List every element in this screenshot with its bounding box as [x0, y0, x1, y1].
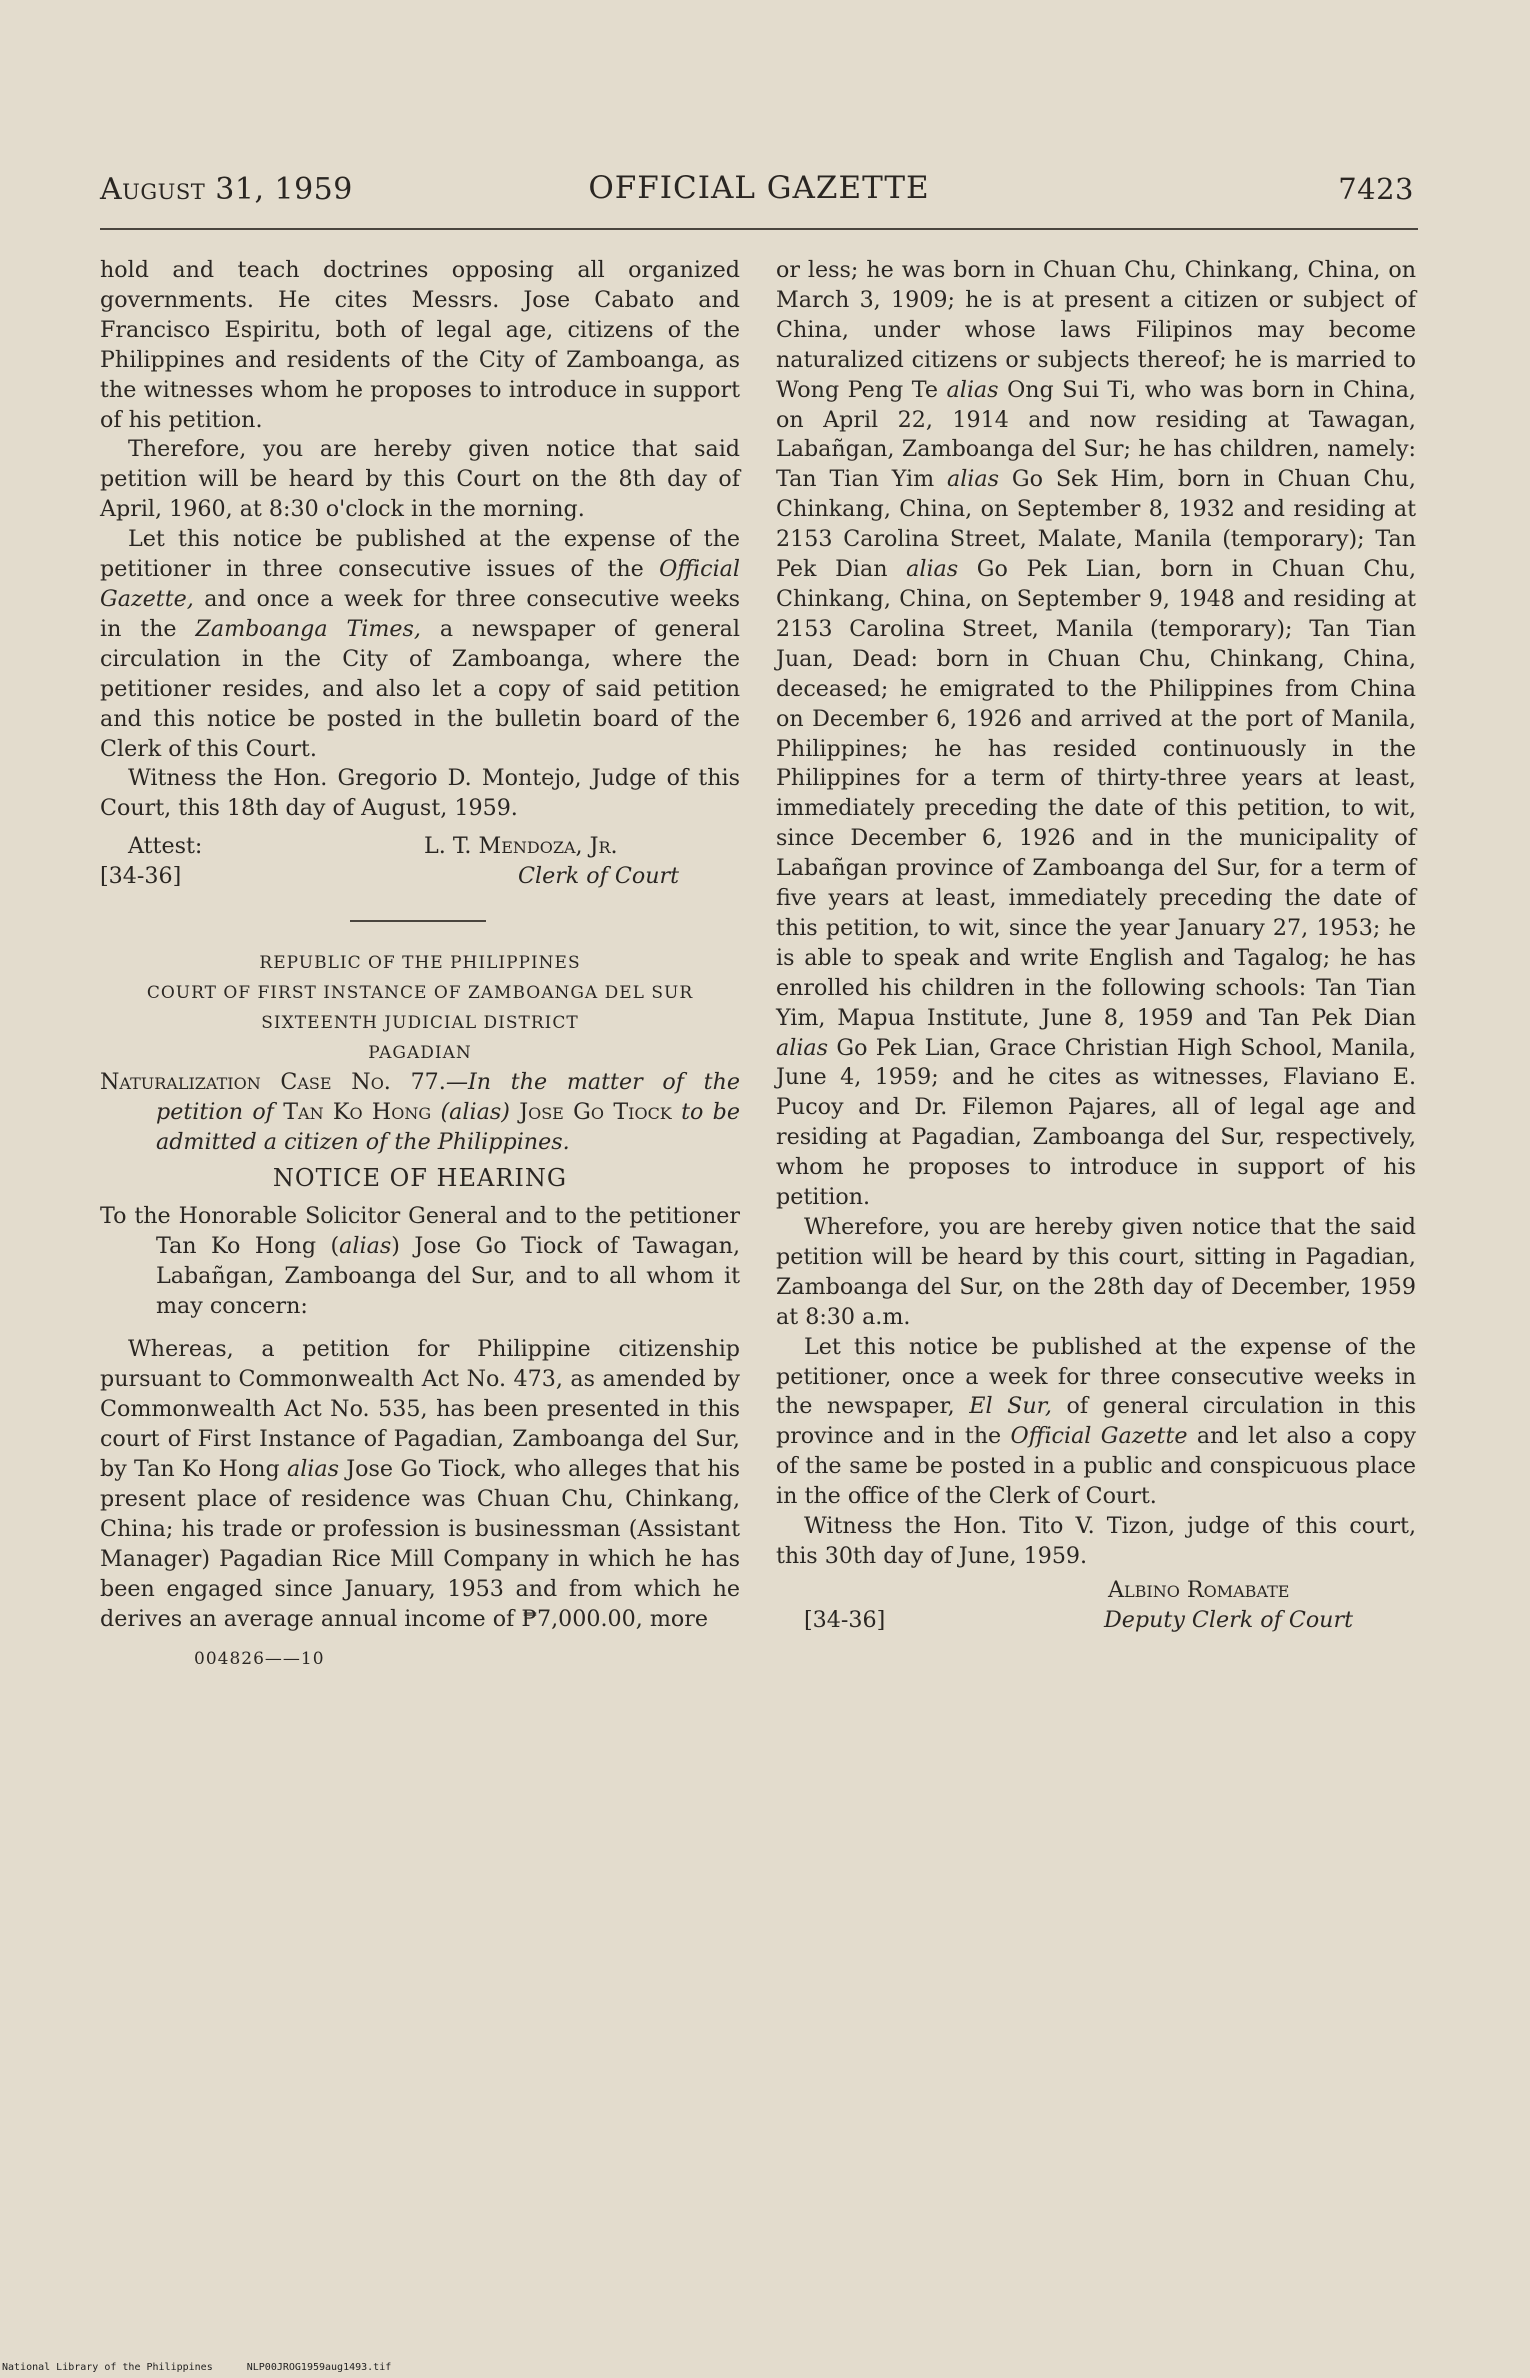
cont-alias-2: alias — [946, 466, 1000, 493]
case-caption — [100, 1068, 740, 1158]
right-column — [776, 256, 1416, 1638]
case-purpose: to be admitted a citizen of the Philippines. — [156, 1099, 741, 1156]
spacer — [100, 1321, 740, 1335]
cont-alias-3: alias — [906, 556, 959, 583]
notice-title: NOTICE OF HEARING — [272, 1163, 568, 1192]
cont-alias-1: alias — [946, 376, 999, 403]
header-rule — [100, 228, 1418, 230]
case-label: Naturalization Case No. 77. — [100, 1069, 446, 1096]
continued-whereas-paragraph — [776, 256, 1416, 1213]
addressee-text-a: To the Honorable Solicitor General and to the petitioner Tan Ko Hong ( — [100, 1202, 740, 1259]
signer-name: L. T. Mendoza, Jr. — [424, 833, 618, 860]
page-header — [100, 168, 1418, 218]
wherefore-paragraph: Wherefore, you are hereby given notice that the said petition will be heard by this court, sitting in Pagadian, Zamboanga del Sur, on the 28th day of December, 1959 at 8:30 a.m. — [776, 1214, 1416, 1330]
issue-reference-2: [34-36] — [804, 1606, 886, 1633]
court-line-district: SIXTEENTH JUDICIAL DISTRICT — [261, 1013, 579, 1034]
scan-stamp — [2, 2362, 419, 2373]
signer-name-2: Albino Romabate — [1108, 1576, 1290, 1603]
cont-text-c: Go Sek Him, born in Chuan Chu, Chinkang, China, on September 8, 1932 and residing at 2153 Carolina Street, Malate, Manila (temporary); Tan Pek Dian — [776, 466, 1416, 583]
cont-alias-4: alias — [776, 1034, 829, 1061]
whereas-alias: alias — [286, 1456, 340, 1483]
court-line-city: PAGADIAN — [368, 1043, 472, 1064]
pub2-text-a: Let this notice be published at the expense of the petitioner, once a week for three consecutive weeks in the newspaper, — [776, 1333, 1416, 1420]
addressee-text-b: ) Jose Go Tiock of Tawagan, Labañgan, Zamboanga del Sur, and to all whom it may concern: — [156, 1232, 741, 1319]
section-divider — [350, 920, 486, 922]
continued-paragraph: hold and teach doctrines opposing all organized governments. He cites Messrs. Jose Cabato and Francisco Espiritu, both of legal age, citizens of the Philippines and residents of the City of Zamboanga, as the witnesses whom he proposes to introduce in support of his petition. — [100, 257, 740, 433]
whereas-paragraph — [100, 1335, 740, 1634]
whereas-text-a: Whereas, a petition for Philippine citizenship pursuant to Commonwealth Act No. 473, as amended by Commonwealth Act No. 535, has been presented in this court of First Instance of Pagadian, Zamboanga del Sur, by Tan Ko Hong — [100, 1336, 740, 1483]
case-alias: (alias) — [431, 1099, 520, 1126]
case-intro: —In the matter of the petition of — [156, 1069, 740, 1126]
court-heading — [100, 948, 740, 1068]
issue-reference: [34-36] — [100, 863, 182, 890]
court-line-republic: REPUBLIC OF THE PHILIPPINES — [259, 953, 581, 974]
signature-block — [100, 832, 740, 892]
publication-text-c: a newspaper of general circulation in the City of Zamboanga, where the petitioner resides, and also let a copy of said petition and this notice be posted in the bulletin board of the Clerk of this Court. — [100, 615, 741, 762]
therefore-paragraph: Therefore, you are hereby given notice that said petition will be heard by this Court on the 8th day of April, 1960, at 8:30 o'clock in the morning. — [100, 436, 740, 523]
case-petitioner: Tan Ko Hong — [283, 1099, 432, 1126]
attest-label: Attest: — [128, 833, 203, 860]
pub2-gazette: Official Gazette — [1010, 1423, 1188, 1450]
left-column — [100, 256, 740, 1674]
pub2-newspaper: El Sur, — [969, 1393, 1052, 1420]
cont-text-b: Ong Sui Ti, who was born in China, on April 22, 1914 and now residing at Tawagan, Labañgan, Zamboanga del Sur; he has children, namely: Tan Tian Yim — [776, 376, 1416, 493]
publication-text-b: and once a week for three consecutive weeks in the — [100, 585, 740, 642]
witness-paragraph: Witness the Hon. Gregorio D. Montejo, Judge of this Court, this 18th day of August, 1959. — [100, 765, 740, 822]
signer-title-2: Deputy Clerk of Court — [1104, 1606, 1353, 1633]
whereas-text-b: Jose Go Tiock, who alleges that his present place of residence was Chuan Chu, Chinkang, China; his trade or profession is businessman (Assistant Manager) Pagadian Rice Mill Company in which he has been engaged since January, 1953 and from which he derives an average annual income of ₱7,000.00, more — [100, 1456, 740, 1632]
addressee-paragraph — [100, 1202, 740, 1322]
publication-paragraph — [100, 525, 740, 764]
publication-newspaper: Zamboanga Times, — [195, 615, 421, 642]
addressee-alias: alias — [339, 1232, 392, 1259]
publication-text-a: Let this notice be published at the expense of the petitioner in three consecutive issues of the — [100, 526, 740, 583]
header-page-number: 7423 — [1338, 172, 1414, 206]
cont-text-e: Go Pek Lian, Grace Christian High School, Manila, June 4, 1959; and he cites as witnesses, Flaviano E. Pucoy and Dr. Filemon Pajares, all of legal age and residing at Pagadian, Zamboanga del Sur, respectively, whom he proposes to introduce in support of his petition. — [776, 1034, 1416, 1211]
signature-block-2 — [776, 1576, 1416, 1638]
header-date: August 31, 1959 — [100, 172, 353, 207]
signer-title: Clerk of Court — [518, 863, 680, 890]
witness-paragraph-2: Witness the Hon. Tito V. Tizon, judge of this court, this 30th day of June, 1959. — [776, 1513, 1416, 1569]
case-petitioner-alias: Jose Go Tiock — [519, 1099, 672, 1126]
pub2-text-b: of general circulation in this province and in the — [776, 1393, 1416, 1450]
scan-file: NLP00JROG1959aug1493.tif — [246, 2362, 392, 2373]
court-line-court: COURT OF FIRST INSTANCE OF ZAMBOANGA DEL SUR — [146, 983, 694, 1004]
header-title: OFFICIAL GAZETTE — [588, 170, 930, 206]
publication-gazette: Official Gazette, — [100, 556, 740, 612]
cont-text-d: Go Pek Lian, born in Chuan Chu, Chinkang, China, on September 9, 1948 and residing at 2153 Carolina Street, Manila (temporary); Tan Tian Juan, Dead: born in Chuan Chu, Chinkang, China, deceased; he emigrated to the Philippines from China on December 6, 1926 and arrived at the port of Manila, Philippines; he has resided continuously in the Philippines for a term of thirty-three years at least, immediately preceding the date of this petition, to wit, since December 6, 1926 and in the municipality of Labañgan province of Zamboanga del Sur, for a term of five years at least, immediately preceding the date of this petition, to wit, since the year January 27, 1953; he is able to speak and write English and Tagalog; he has enrolled his children in the following schools: Tan Tian Yim, Mapua Institute, June 8, 1959 and Tan Pek Dian — [776, 556, 1416, 1031]
cont-text-a: or less; he was born in Chuan Chu, Chinkang, China, on March 3, 1909; he is at present a citizen or subject of China, under whose laws Filipinos may become naturalized citizens or subjects thereof; he is married to Wong Peng Te — [776, 257, 1416, 403]
pub2-text-c: and let also a copy of the same be posted in a public and conspicuous place in the office of the Clerk of Court. — [776, 1423, 1416, 1510]
scan-library: National Library of the Philippines — [2, 2362, 213, 2373]
publication-paragraph-2 — [776, 1333, 1416, 1512]
print-code: 004826——10 — [194, 1648, 325, 1669]
